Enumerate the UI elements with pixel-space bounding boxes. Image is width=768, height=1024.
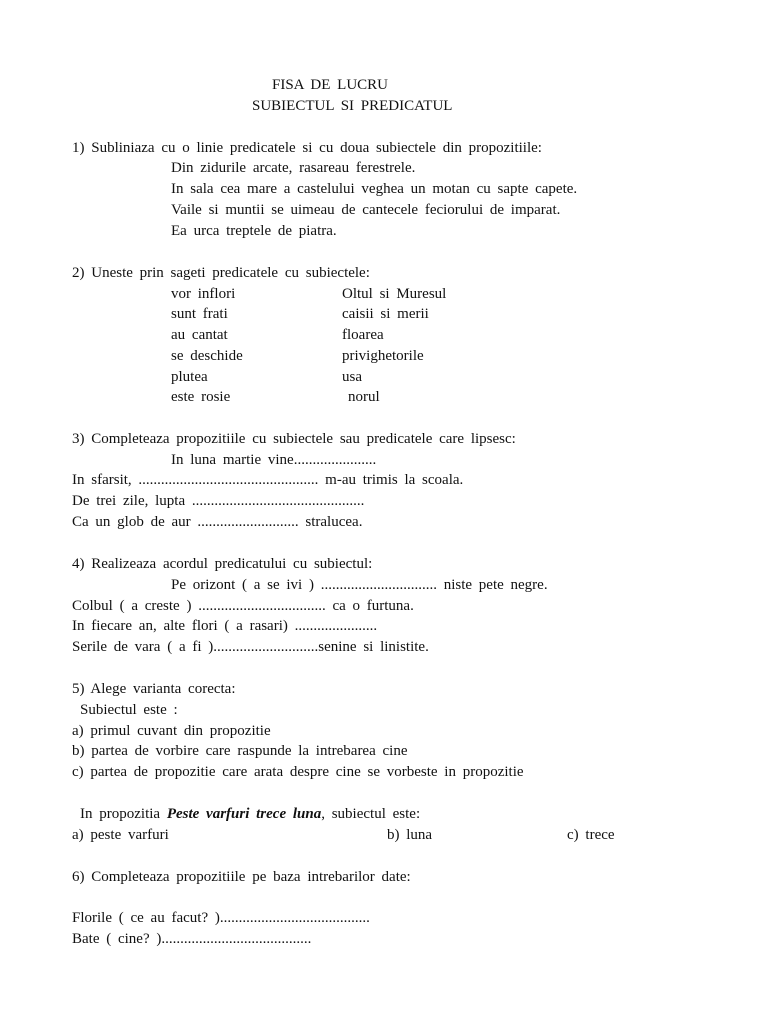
answer-option: a) primul cuvant din propozitie: [72, 723, 271, 739]
exercise-1-sentence: Din zidurile arcate, rasareau ferestrele.: [171, 160, 416, 176]
question-2-prefix: In propozitia: [80, 806, 161, 822]
question-2-suffix: , subiectul este:: [321, 806, 421, 822]
predicate-item: se deschide: [171, 348, 243, 364]
predicate-item: au cantat: [171, 327, 228, 343]
agreement-line: In fiecare an, alte flori ( a rasari) ......................: [72, 618, 378, 634]
fill-in-line: In luna martie vine......................: [171, 452, 377, 468]
subject-item: norul: [348, 389, 380, 405]
answer-option: c) trece: [567, 827, 615, 843]
question-line: Florile ( ce au facut? )........................................: [72, 910, 370, 926]
exercise-1-sentence: In sala cea mare a castelului veghea un motan cu sapte capete.: [171, 181, 578, 197]
predicate-item: sunt frati: [171, 306, 228, 322]
predicate-item: vor inflori: [171, 286, 236, 302]
agreement-line: Colbul ( a creste ) .................................. ca o furtuna.: [72, 598, 414, 614]
exercise-5-instruction: 5) Alege varianta corecta:: [72, 681, 236, 697]
agreement-line: Serile de vara ( a fi )............................senine si linistite.: [72, 639, 429, 655]
answer-option: a) peste varfuri: [72, 827, 169, 843]
exercise-1-sentence: Vaile si muntii se uimeau de cantecele feciorului de imparat.: [171, 202, 561, 218]
question-stem: Subiectul este :: [80, 702, 178, 718]
question-2-stem: [80, 804, 420, 824]
answer-option: c) partea de propozitie care arata despre cine se vorbeste in propozitie: [72, 764, 524, 780]
subject-item: floarea: [342, 327, 384, 343]
subject-item: usa: [342, 369, 362, 385]
predicate-item: este rosie: [171, 389, 231, 405]
answer-option: b) partea de vorbire care raspunde la intrebarea cine: [72, 743, 408, 759]
fill-in-line: Ca un glob de aur ........................... stralucea.: [72, 514, 363, 530]
exercise-1-sentence: Ea urca treptele de piatra.: [171, 223, 337, 239]
predicate-item: plutea: [171, 369, 208, 385]
exercise-6-instruction: 6) Completeaza propozitiile pe baza intrebarilor date:: [72, 869, 411, 885]
exercise-3-instruction: 3) Completeaza propozitiile cu subiectele sau predicatele care lipsesc:: [72, 431, 516, 447]
subject-item: Oltul si Muresul: [342, 286, 447, 302]
page-subtitle: SUBIECTUL SI PREDICATUL: [252, 98, 453, 114]
question-line: Bate ( cine? )........................................: [72, 931, 312, 947]
subject-item: caisii si merii: [342, 306, 429, 322]
fill-in-line: In sfarsit, ................................................ m-au trimis la scoala.: [72, 472, 464, 488]
page-title: FISA DE LUCRU: [272, 77, 389, 93]
agreement-line: Pe orizont ( a se ivi ) ............................... niste pete negre.: [171, 577, 548, 593]
exercise-1-instruction: 1) Subliniaza cu o linie predicatele si cu doua subiectele din propozitiile:: [72, 140, 542, 156]
fill-in-line: De trei zile, lupta ..............................................: [72, 493, 365, 509]
subject-item: privighetorile: [342, 348, 424, 364]
answer-option: b) luna: [387, 827, 433, 843]
exercise-2-instruction: 2) Uneste prin sageti predicatele cu subiectele:: [72, 265, 370, 281]
example-sentence: Peste varfuri trece luna: [166, 806, 322, 822]
exercise-4-instruction: 4) Realizeaza acordul predicatului cu subiectul:: [72, 556, 373, 572]
